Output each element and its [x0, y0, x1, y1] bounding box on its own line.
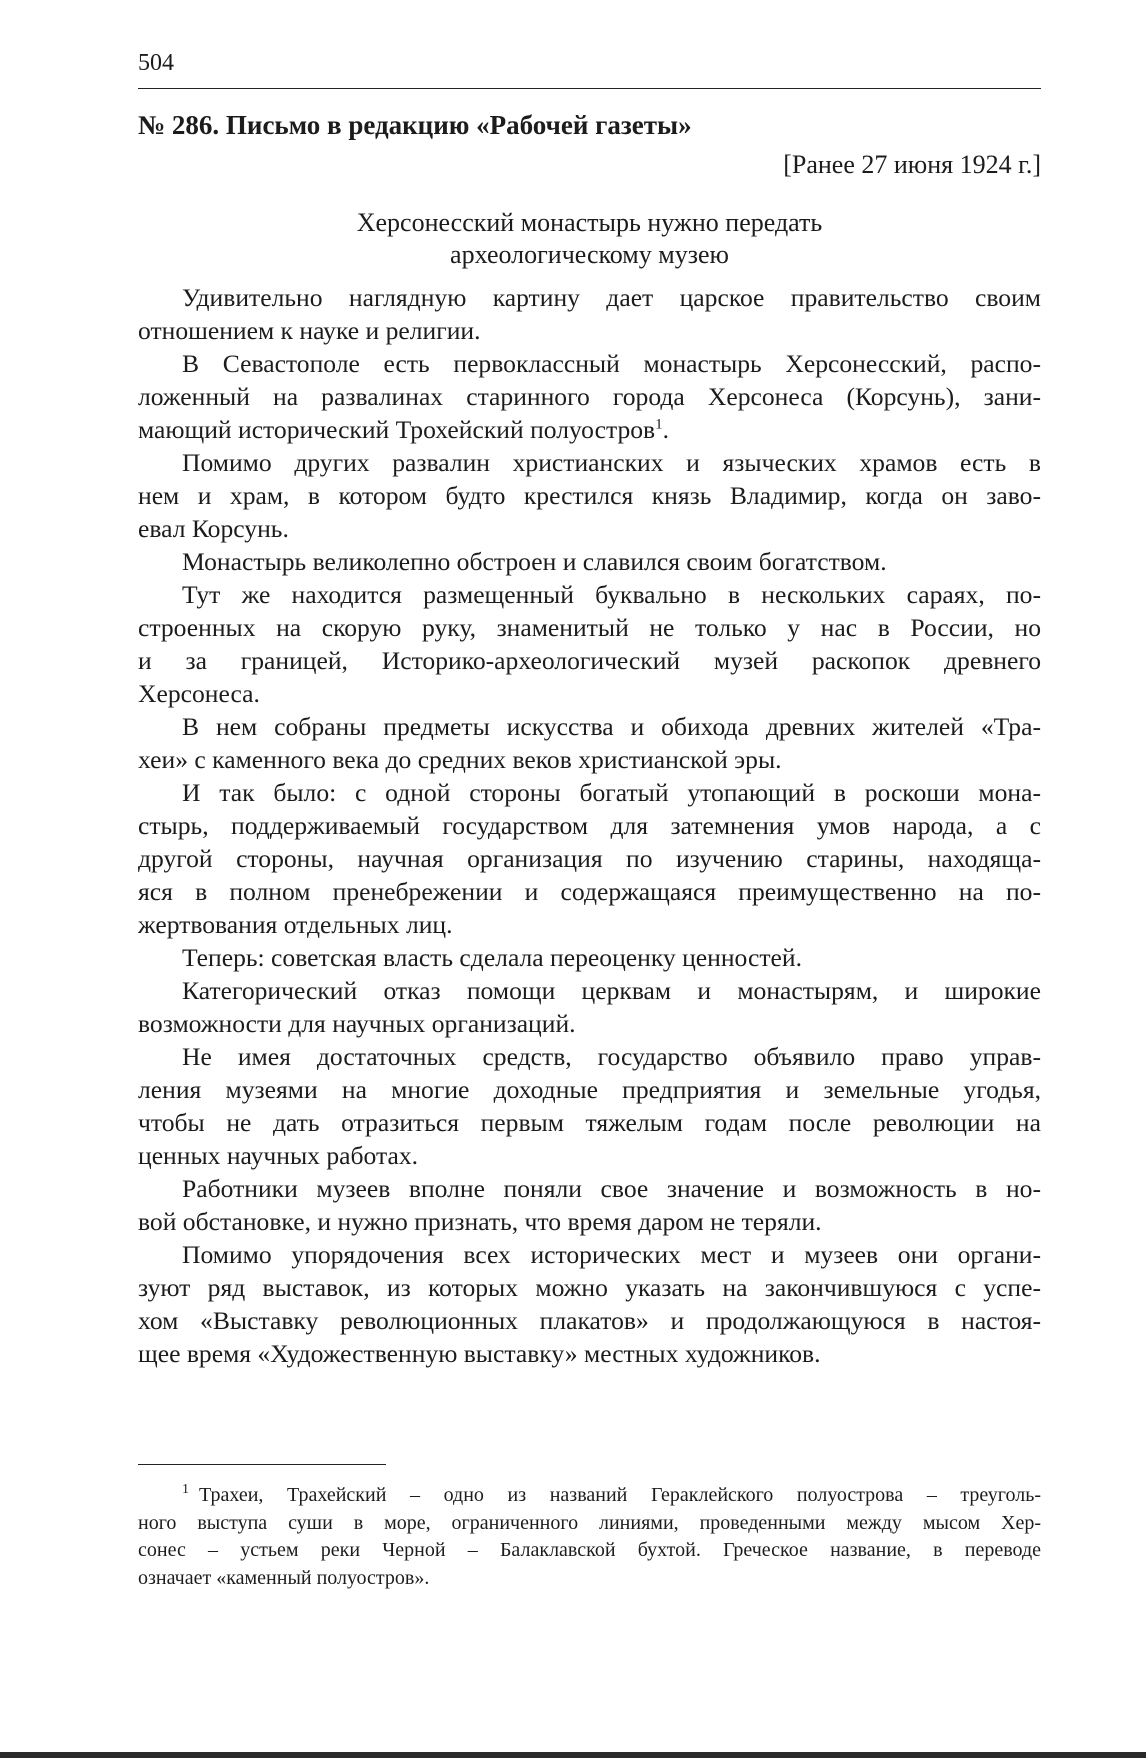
- text-line: Монастырь великолепно обстроен и славился своим богатством.: [182, 547, 887, 576]
- text-line: Работники музеев вполне поняли свое значение и возможность в но-: [182, 1174, 1041, 1203]
- article-headline: [138, 207, 1041, 271]
- text-line: Удивительно наглядную картину дает царское правительство своим: [182, 283, 1041, 312]
- text-line: чтобы не дать отразиться первым тяжелым годам после революции на: [138, 1108, 1041, 1137]
- footnote-number: 1: [182, 1482, 189, 1498]
- paragraph: [138, 347, 1041, 446]
- text-line: жертвования отдельных лиц.: [138, 910, 453, 939]
- text-line: возможности для научных организаций.: [138, 1009, 576, 1038]
- text-line: и за границей, Историко-археологический музей раскопок древнего: [138, 646, 1041, 675]
- text-line: стырь, поддерживаемый государством для затемнения умов народа, а с: [138, 811, 1041, 840]
- footnote-line: [138, 1482, 1041, 1510]
- document-date: [Ранее 27 июня 1924 г.]: [783, 150, 1041, 179]
- paragraph: [138, 1172, 1041, 1238]
- text-line: ложенный на развалинах старинного города Херсонеса (Корсунь), зани-: [138, 382, 1041, 411]
- text-line: ценных научных работах.: [138, 1141, 419, 1170]
- text-line: нем и храм, в котором будто крестился князь Владимир, когда он заво-: [138, 481, 1041, 510]
- text-line: В Севастополе есть первоклассный монастырь Херсонесский, распо-: [182, 349, 1041, 378]
- text-line: яся в полном пренебрежении и содержащаяся преимущественно на по-: [138, 877, 1041, 906]
- footnote-line: ного выступа суши в море, ограниченного линиями, проведенными между мысом Хер-: [138, 1511, 1041, 1534]
- text-line: евал Корсунь.: [138, 514, 289, 543]
- text-line: хеи» с каменного века до средних веков христианской эры.: [138, 745, 782, 774]
- text-line: И так было: с одной стороны богатый утопающий в роскоши мона-: [182, 778, 1041, 807]
- paragraph: [138, 710, 1041, 776]
- footnote-separator: [138, 1464, 386, 1465]
- document-title: № 286. Письмо в редакцию «Рабочей газеты»: [138, 110, 692, 140]
- text-line: ления музеями на многие доходные предприятия и земельные угодья,: [138, 1075, 1041, 1104]
- paragraph: [138, 1040, 1041, 1172]
- text-line: строенных на скорую руку, знаменитый не только у нас в России, но: [138, 613, 1041, 642]
- paragraph: [138, 446, 1041, 545]
- paragraph: [138, 578, 1041, 710]
- text-line: щее время «Художественную выставку» местных художников.: [138, 1339, 821, 1368]
- footnote-text: Трахеи, Трахейский – одно из названий Гераклейского полуострова – треуголь-: [199, 1484, 1041, 1506]
- paragraph: [138, 281, 1041, 347]
- footnote: [138, 1482, 1041, 1592]
- paragraph: [138, 941, 1041, 974]
- text-line: Помимо других развалин христианских и языческих храмов есть в: [182, 448, 1041, 477]
- text-line: вой обстановке, и нужно признать, что время даром не теряли.: [138, 1207, 822, 1236]
- scan-bottom-edge: [0, 1752, 1146, 1758]
- letter-body: [138, 281, 1041, 1370]
- text-segment: .: [662, 415, 670, 444]
- text-line: Херсонеса.: [138, 679, 260, 708]
- text-line: другой стороны, научная организация по изучению старины, находяща-: [138, 844, 1041, 873]
- paragraph: [138, 1238, 1041, 1370]
- header-rule: [138, 88, 1041, 89]
- footnote-line: сонес – устьем реки Черной – Балаклавской бухтой. Греческое название, в переводе: [138, 1539, 1041, 1561]
- text-line: Помимо упорядочения всех исторических мест и музеев они органи-: [182, 1240, 1041, 1269]
- footnote-reference[interactable]: 1: [655, 416, 663, 433]
- text-segment: мающий исторический Трохейский полуостров: [138, 415, 656, 444]
- paragraph: [138, 974, 1041, 1040]
- text-line-with-footnote: [138, 413, 1041, 446]
- paragraph: [138, 545, 1041, 578]
- paragraph: [138, 776, 1041, 941]
- footnote-line: означает «каменный полуостров».: [138, 1566, 430, 1589]
- headline-line: археологическому музею: [450, 240, 729, 269]
- text-line: Категорический отказ помощи церквам и монастырям, и широкие: [182, 976, 1041, 1005]
- text-line: Не имея достаточных средств, государство объявило право управ-: [182, 1042, 1041, 1071]
- text-line: хом «Выставку революционных плакатов» и продолжающуюся в настоя-: [138, 1306, 1041, 1335]
- text-line: зуют ряд выставок, из которых можно указать на закончившуюся с успе-: [138, 1273, 1041, 1302]
- text-line: Тут же находится размещенный буквально в нескольких сараях, по-: [182, 580, 1041, 609]
- text-line: отношением к науке и религии.: [138, 316, 481, 345]
- text-line: Теперь: советская власть сделала переоценку ценностей.: [182, 943, 802, 972]
- text-line: В нем собраны предметы искусства и обихода древних жителей «Тра-: [182, 712, 1041, 741]
- page-number: 504: [138, 50, 174, 76]
- headline-line: Херсонесский монастырь нужно передать: [356, 208, 823, 237]
